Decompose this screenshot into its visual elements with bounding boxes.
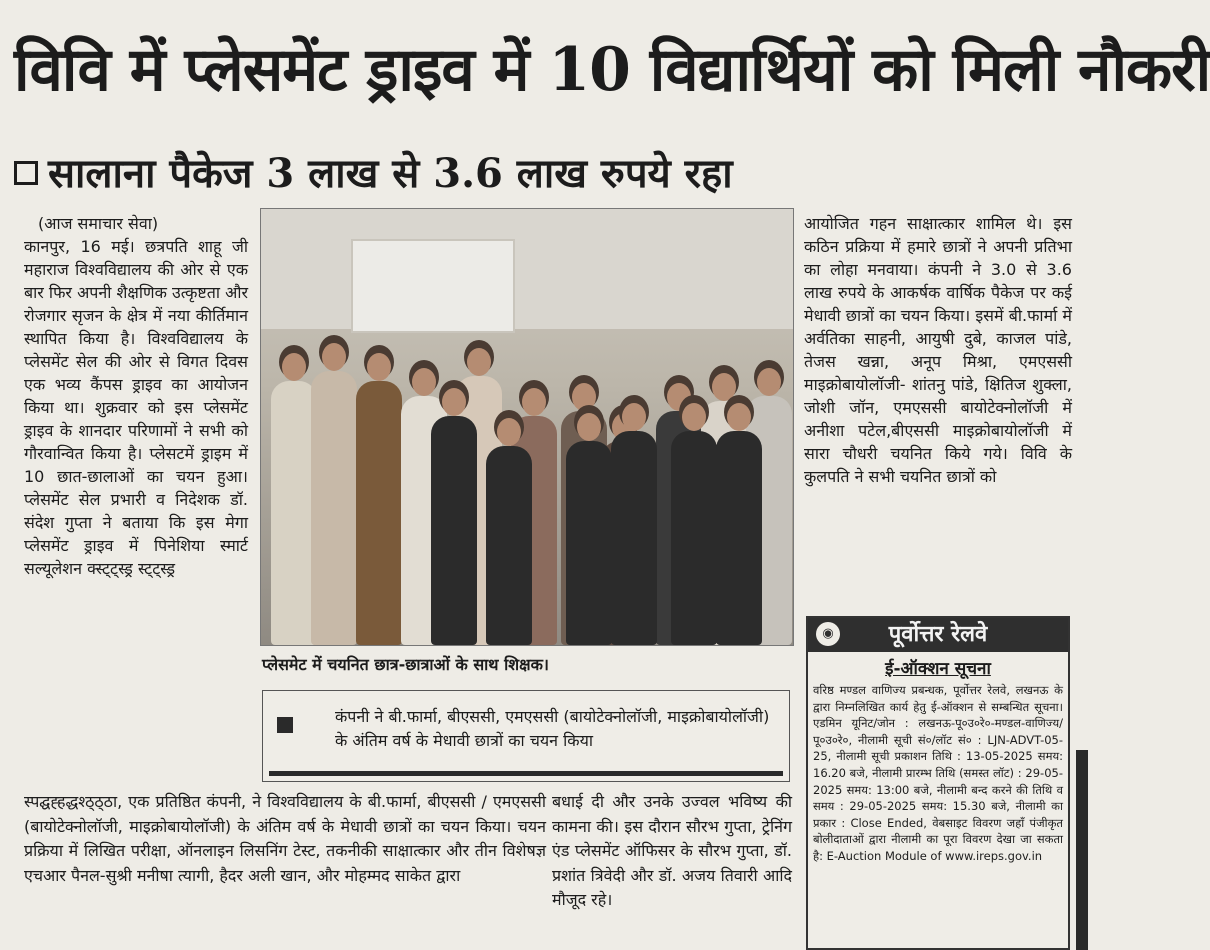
article-column-left [24,212,248,802]
article-body-bottom-left: स्पद्घह्हद्धश्ठ्ठ्ठा, एक प्रतिष्ठित कंपनी, ने विश्वविद्यालय के बी.फार्मा, बीएससी / एमएससी (बायोटेक्नोलॉजी, माइक्रोबायोलॉजी) के अंतिम वर्ष के मेधावी छात्रों का चयन किया। चयन प्रक्रिया में लिखित परीक्षा, ऑनलाइन लिसनिंग टेस्ट, तकनीकी साक्षात्कार और तीन विशेषज्ञ एचआर पैनल-सुश्री मनीषा त्यागी, हैदर अली खान, और मोहम्मद साकेत द्वारा [24,792,546,885]
railway-advertisement [806,616,1070,950]
news-agency: (आज समाचार सेवा) [38,214,159,233]
photo-caption: प्लेसमेट में चयनित छात्र-छात्राओं के साथ शिक्षक। [262,655,549,674]
headline: विवि में प्लेसमेंट ड्राइव में 10 विद्यार्थियों को मिली नौकरी [14,35,1210,105]
subheadline-text: सालाना पैकेज 3 लाख से 3.6 लाख रुपये रहा [48,150,733,197]
highlight-text: कंपनी ने बी.फार्मा, बीएससी, एमएससी (बायोटेक्नोलॉजी, माइक्रोबायोलॉजी) के अंतिम वर्ष के मेधावी छात्रों का चयन किया [335,707,770,750]
photo-person [356,345,402,645]
photo-person [566,405,612,645]
railway-header [808,618,1068,652]
article-body-bottom-mid: बधाई दी और उनके उज्वल भविष्य की कामना की। इस दौरान सौरभ गुप्ता, ट्रेनिंग एंड प्लेसमेंट ऑफिसर के सौरभ गुप्ता, डॉ. प्रशांत त्रिवेदी और डॉ. अजय तिवारी आदि मौजूद रहे। [552,792,792,909]
photo-person [311,335,357,645]
divider [269,771,783,776]
bullet-square-icon [14,161,38,185]
photo-person [431,380,477,645]
article-column-right [804,212,1072,612]
subheadline [14,142,1076,206]
group-photo [260,208,794,646]
photo-person [611,395,657,645]
article-body-right: आयोजित गहन साक्षात्कार शामिल थे। इस कठिन प्रक्रिया में हमारे छात्रों ने अपनी प्रतिभा का लोहा मनवाया। कंपनी ने 3.0 से 3.6 लाख रुपये के आकर्षक वार्षिक पैकेज पर कई मेधावी छात्रों का चयन किया। इसमें बी.फार्मा में अर्वतिका साहनी, आयुषी दुबे, काजल पांडे, तेजस खन्ना, अनूप मिश्रा, एमएससी माइक्रोबायोलॉजी- शांतनु पांडे, क्षितिज शुक्ला, जोशी जॉन, एमएससी बायोटेक्नोलॉजी में अनीशा पटेल,बीएससी माइक्रोबायोलॉजी में सारा चौधरी चयनित किये गये। विवि के कुलपति ने सभी चयनित छात्रों को [804,214,1072,486]
photo-person [671,395,717,645]
article-body-left: कानपुर, 16 मई। छत्रपति शाहू जी महाराज विश्वविद्यालय की ओर से एक बार फिर अपनी शैक्षणिक उत्कृष्टता और रोजगार सृजन के क्षेत्र में नया कीर्तिमान स्थापित किया है। विश्वविद्यालय के प्लेसमेंट सेल की ओर से विगत दिवस एक भव्य कैंपस ड्राइव का आयोजन किया था। शुक्रवार को इस प्लेसमेंट ड्राइव के शानदार परिणामों ने सभी को गौरवान्वित किया है। प्लेसटमें ड्राइम में 10 छात-छालाओं का चयन हुआ। प्लेसमेंट सेल प्रभारी व निदेशक डॉ. संदेश गुप्ता ने बताया कि इस मेगा प्लेसमेंट ड्राइव में पिनेशिया स्मार्ट सल्यूलेशन क्स्ट्ट्स्ड्र स्ट्ट्स्ड्र [24,237,248,578]
photo-person [716,395,762,645]
page-edge [1076,750,1088,950]
railway-logo-icon: ◉ [816,622,840,646]
railway-header-text: पूर्वोत्तर रेलवे [888,622,988,647]
railway-body: वरिष्ठ मण्डल वाणिज्य प्रबन्धक, पूर्वोत्तर रेलवे, लखनऊ के द्वारा निम्नलिखित कार्य हेतु ई-ऑक्शन से सम्बन्धित सूचना। एडमिन यूनिट/जोन : लखनऊ-पू०उ०रे०-मण्डल-वाणिज्य/ पू०उ०रे०, नीलामी सूची सं०/लॉट सं० : LJN-ADVT-05-25, नीलामी सूची प्रकाशन तिथि : 13-05-2025 समय: 16.20 बजे, नीलामी प्रारम्भ तिथि (समस्त लॉट) : 29-05-2025 समय: 13:00 बजे, नीलामी बन्द करने की तिथि व समय : 29-05-2025 समय: 15.30 बजे, नीलामी का प्रकार : Close Ended, वेबसाइट विवरण जहाँ पंजीकृत बोलीदाताओं द्वारा नीलामी का पूरा विवरण देखा जा सकता है: E-Auction Module of www.ireps.gov.in [813,683,1063,863]
highlight-box [262,690,790,782]
photo-person [486,410,532,645]
railway-title: ई-ऑक्शन सूचना [885,659,991,679]
bullet-square-icon [277,717,293,733]
